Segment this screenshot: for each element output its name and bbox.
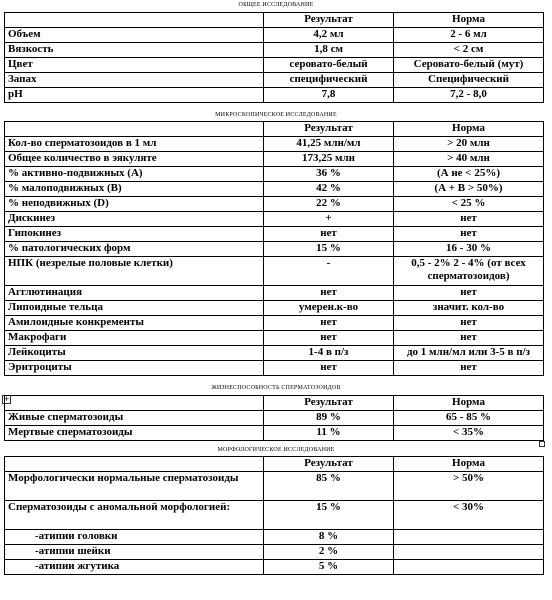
row-label: -атипии жгутика	[5, 560, 264, 575]
row-label: Живые сперматозоиды	[5, 411, 264, 426]
row-norm: 2 - 6 мл	[394, 28, 544, 43]
row-label: Лейкоциты	[5, 346, 264, 361]
row-label: Общее количество в эякуляте	[5, 152, 264, 167]
viability-table	[4, 395, 544, 441]
row-result: 4,2 мл	[264, 28, 394, 43]
table-row	[5, 472, 544, 501]
row-norm: нет	[394, 212, 544, 227]
row-label: pH	[5, 88, 264, 103]
row-result: 85 %	[264, 472, 394, 501]
row-result: умерен.к-во	[264, 301, 394, 316]
microscopic-section-title: МИКРОСКОПИЧЕСКОЕ ИССЛЕДОВАНИЕ	[215, 112, 337, 118]
row-result: 41,25 млн/мл	[264, 137, 394, 152]
table-row	[5, 58, 544, 73]
row-norm	[394, 545, 544, 560]
row-norm: < 30%	[394, 501, 544, 530]
row-label: Морфологически нормальные сперматозоиды	[5, 472, 264, 501]
row-result: 15 %	[264, 242, 394, 257]
table-row	[5, 257, 544, 286]
table-row	[5, 560, 544, 575]
table-row	[5, 411, 544, 426]
row-result: 1,8 см	[264, 43, 394, 58]
row-label: -атипии головки	[5, 530, 264, 545]
row-result: 11 %	[264, 426, 394, 441]
row-label: -атипии шейки	[5, 545, 264, 560]
row-result: +	[264, 212, 394, 227]
table-row	[5, 152, 544, 167]
row-label: % патологических форм	[5, 242, 264, 257]
row-result: 7,8	[264, 88, 394, 103]
row-label: Объем	[5, 28, 264, 43]
table-row	[5, 182, 544, 197]
table-row	[5, 361, 544, 376]
morphology-table	[4, 456, 544, 575]
row-norm: (А не < 25%)	[394, 167, 544, 182]
microscopic-table	[4, 121, 544, 376]
table-header-row	[5, 122, 544, 137]
table-row	[5, 167, 544, 182]
viability-section-title: ЖИЗНЕСПОСОБНОСТЬ СПЕРМАТОЗОИДОВ	[211, 385, 341, 391]
row-norm: нет	[394, 331, 544, 346]
table-row	[5, 316, 544, 331]
row-label: Кол-во сперматозоидов в 1 мл	[5, 137, 264, 152]
table-row	[5, 88, 544, 103]
row-result: 36 %	[264, 167, 394, 182]
row-result: 1-4 в п/з	[264, 346, 394, 361]
header-cell	[5, 122, 264, 137]
row-norm: 65 - 85 %	[394, 411, 544, 426]
header-cell	[5, 396, 264, 411]
row-label: Вязкость	[5, 43, 264, 58]
header-cell-norm: Норма	[394, 13, 544, 28]
row-label: % неподвижных (D)	[5, 197, 264, 212]
general-table	[4, 12, 544, 103]
table-row	[5, 197, 544, 212]
table-row	[5, 346, 544, 361]
row-result: -	[264, 257, 394, 286]
header-cell	[5, 457, 264, 472]
row-label: Мертвые сперматозоиды	[5, 426, 264, 441]
row-norm: 16 - 30 %	[394, 242, 544, 257]
table-row	[5, 426, 544, 441]
row-label: Агглютинация	[5, 286, 264, 301]
row-label: Запах	[5, 73, 264, 88]
header-cell-result: Результат	[264, 13, 394, 28]
row-norm: < 2 см	[394, 43, 544, 58]
table-row	[5, 28, 544, 43]
row-result: 173,25 млн	[264, 152, 394, 167]
row-norm	[394, 530, 544, 545]
table-header-row	[5, 13, 544, 28]
row-label: Цвет	[5, 58, 264, 73]
row-result: 15 %	[264, 501, 394, 530]
row-label: Дискинез	[5, 212, 264, 227]
row-label: Эритроциты	[5, 361, 264, 376]
row-result: специфический	[264, 73, 394, 88]
morphology-section-title: МОРФОЛОГИЧЕСКОЕ ИССЛЕДОВАНИЕ	[217, 447, 335, 453]
row-norm: 0,5 - 2% 2 - 4% (от всех сперматозоидов)	[394, 257, 544, 286]
row-norm: нет	[394, 361, 544, 376]
table-row	[5, 331, 544, 346]
row-norm: нет	[394, 227, 544, 242]
row-label: % малоподвижных (В)	[5, 182, 264, 197]
row-norm: нет	[394, 316, 544, 331]
row-norm: Серовато-белый (мут)	[394, 58, 544, 73]
row-norm: значит. кол-во	[394, 301, 544, 316]
row-result: 2 %	[264, 545, 394, 560]
general-section-title: ОБЩЕЕ ИССЛЕДОВАНИЕ	[238, 2, 314, 8]
header-cell-norm: Норма	[394, 396, 544, 411]
row-result: 22 %	[264, 197, 394, 212]
table-row	[5, 242, 544, 257]
row-result: 8 %	[264, 530, 394, 545]
row-result: нет	[264, 331, 394, 346]
header-cell-norm: Норма	[394, 122, 544, 137]
row-norm: 7,2 - 8,0	[394, 88, 544, 103]
row-label: Сперматозоиды с аномальной морфологией:	[5, 501, 264, 530]
row-result: 42 %	[264, 182, 394, 197]
row-norm: нет	[394, 286, 544, 301]
table-row	[5, 137, 544, 152]
table-row	[5, 545, 544, 560]
row-norm: Специфический	[394, 73, 544, 88]
row-label: Макрофаги	[5, 331, 264, 346]
table-row	[5, 286, 544, 301]
row-norm: < 35%	[394, 426, 544, 441]
header-cell	[5, 13, 264, 28]
header-cell-result: Результат	[264, 122, 394, 137]
header-cell-result: Результат	[264, 396, 394, 411]
row-norm: (А + В > 50%)	[394, 182, 544, 197]
row-norm: > 50%	[394, 472, 544, 501]
row-label: Гипокинез	[5, 227, 264, 242]
row-result: серовато-белый	[264, 58, 394, 73]
table-row	[5, 530, 544, 545]
header-cell-norm: Норма	[394, 457, 544, 472]
row-norm: > 20 млн	[394, 137, 544, 152]
row-result: нет	[264, 286, 394, 301]
table-header-row	[5, 457, 544, 472]
header-cell-result: Результат	[264, 457, 394, 472]
table-row	[5, 301, 544, 316]
row-label: Амилоидные конкременты	[5, 316, 264, 331]
table-row	[5, 501, 544, 530]
row-label: Липоидные тельца	[5, 301, 264, 316]
table-row	[5, 73, 544, 88]
row-norm: до 1 млн/мл или 3-5 в п/з	[394, 346, 544, 361]
row-result: 5 %	[264, 560, 394, 575]
table-move-handle-icon[interactable]: +	[3, 395, 10, 403]
row-norm	[394, 560, 544, 575]
row-norm: < 25 %	[394, 197, 544, 212]
row-label: НПК (незрелые половые клетки)	[5, 257, 264, 286]
row-result: нет	[264, 361, 394, 376]
row-result: нет	[264, 316, 394, 331]
row-label: % активно-подвижных (А)	[5, 167, 264, 182]
row-result: 89 %	[264, 411, 394, 426]
table-row	[5, 227, 544, 242]
table-row	[5, 212, 544, 227]
row-result: нет	[264, 227, 394, 242]
table-row	[5, 43, 544, 58]
row-norm: > 40 млн	[394, 152, 544, 167]
table-header-row	[5, 396, 544, 411]
